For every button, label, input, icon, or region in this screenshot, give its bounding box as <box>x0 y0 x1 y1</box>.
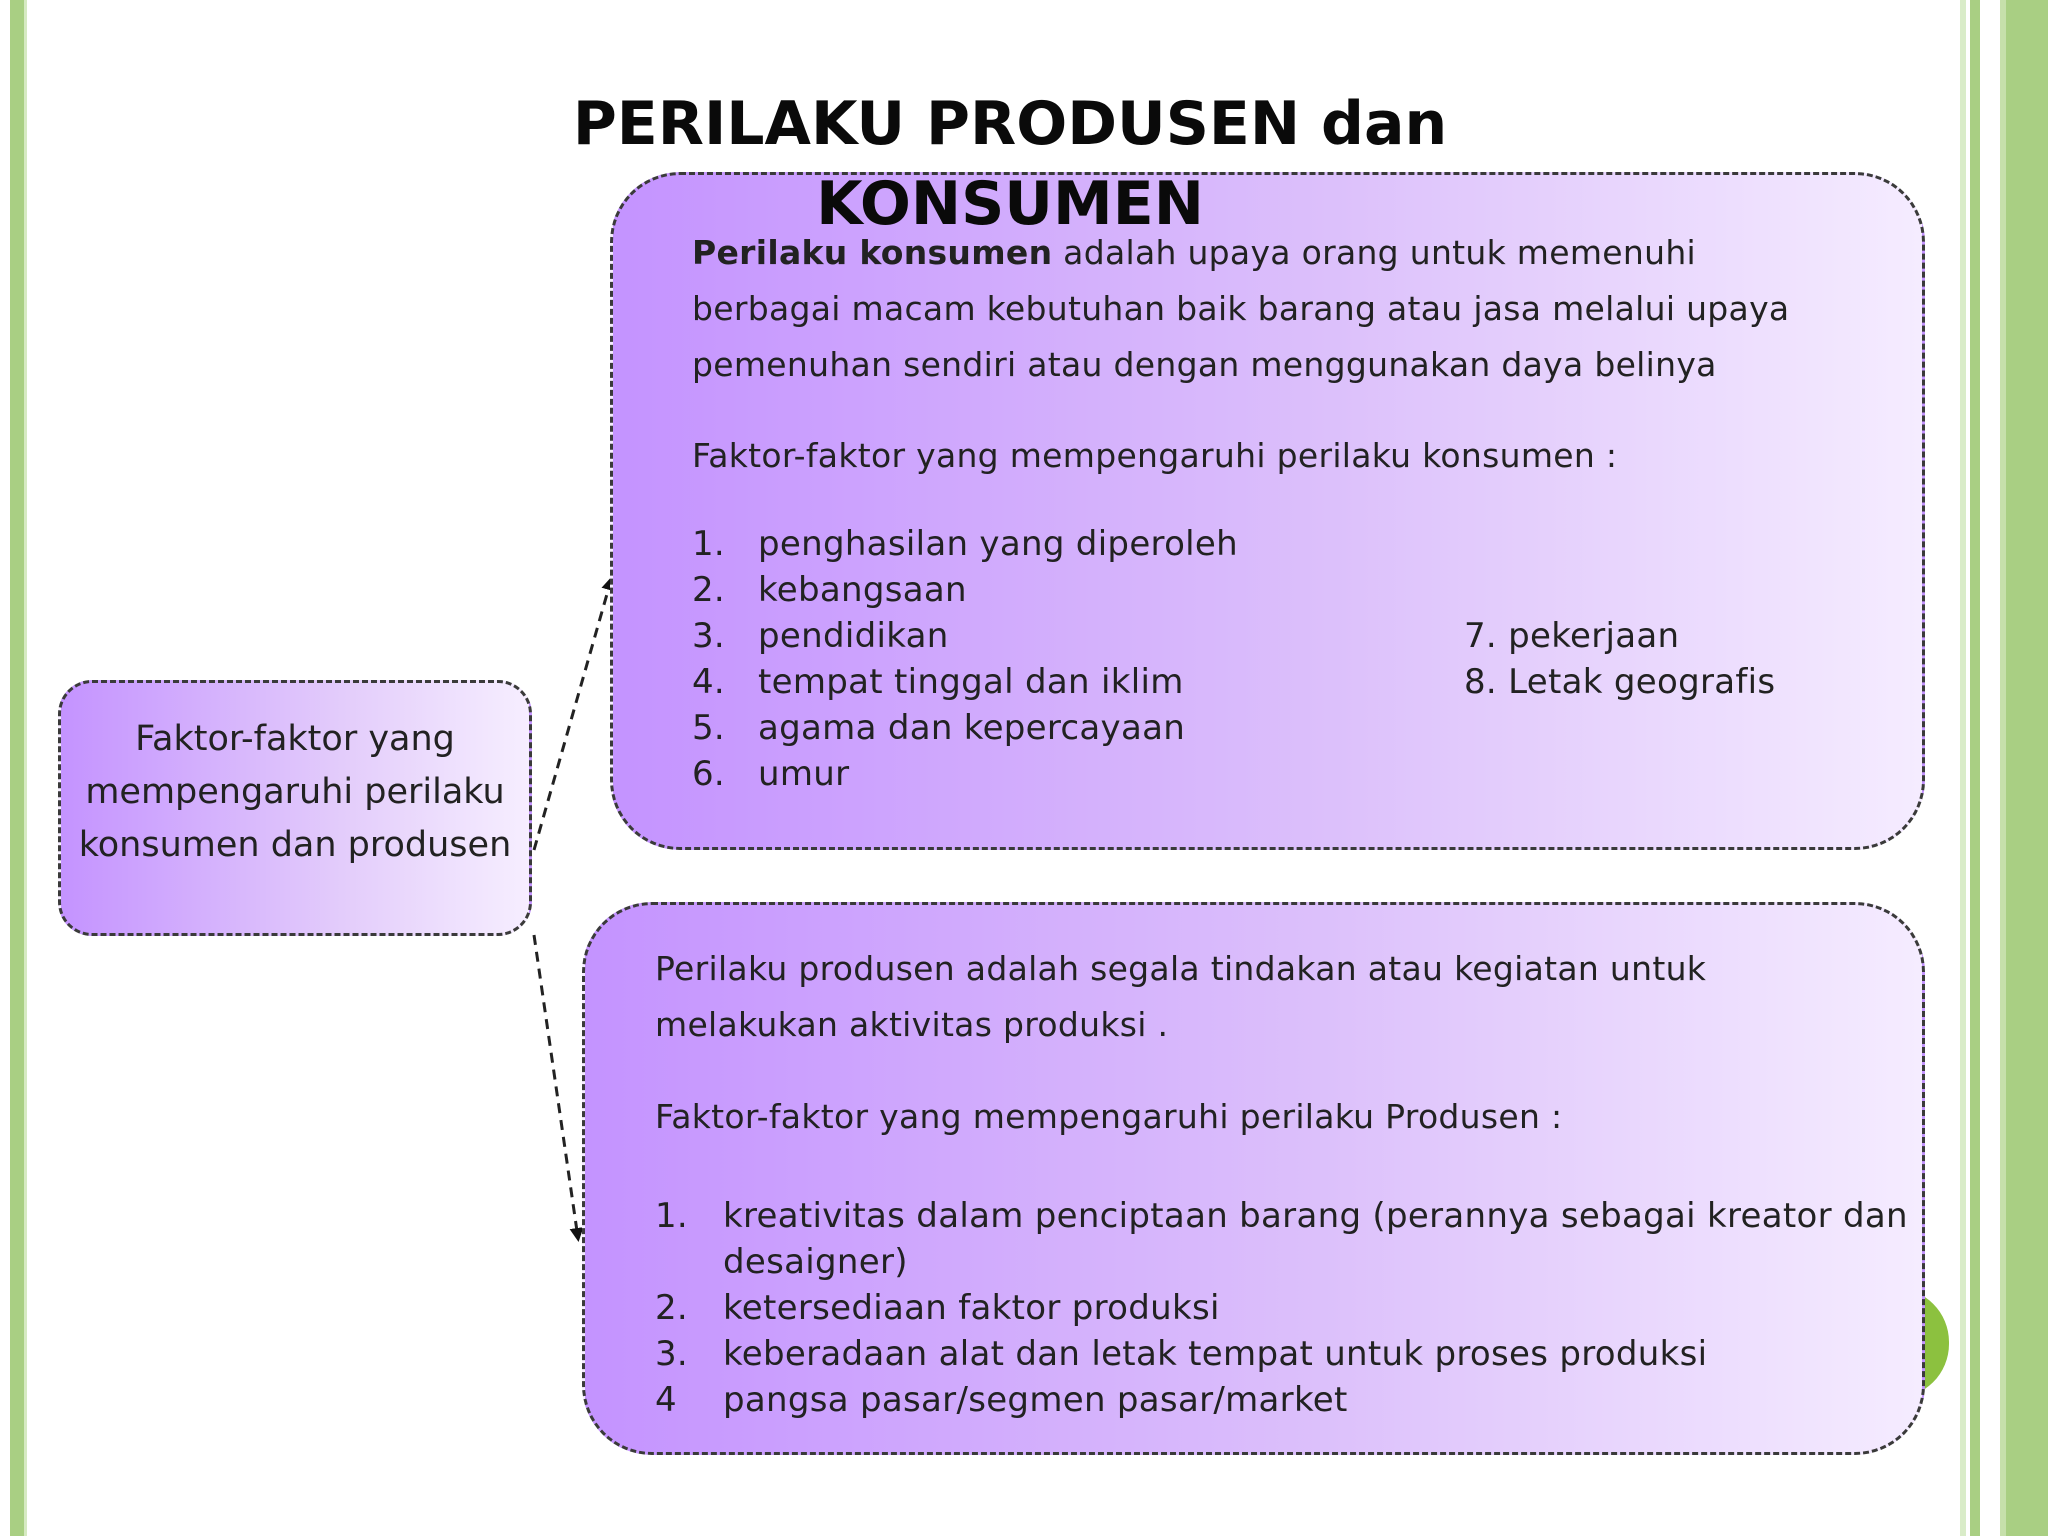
list-item: 4. tempat tinggal dan iklim <box>692 662 1184 702</box>
list-item: desaigner) <box>723 1242 908 1282</box>
consumer-factors-heading: Faktor-faktor yang mempengaruhi perilaku konsumen : <box>692 436 1618 475</box>
factors-summary-text: Faktor-faktor yang mempengaruhi perilaku konsumen dan produsen <box>78 719 512 865</box>
list-item: 2. kebangsaan <box>692 570 967 610</box>
list-item: 2. ketersediaan faktor produksi <box>655 1288 1220 1328</box>
slide-title: PERILAKU PRODUSEN dan KONSUMEN <box>572 89 1448 239</box>
list-item: 3. keberadaan alat dan letak tempat untuk proses produksi <box>655 1334 1708 1374</box>
consumer-definition <box>692 225 1852 393</box>
list-item: 3. pendidikan <box>692 616 949 656</box>
factors-summary-box <box>58 680 532 936</box>
list-item: 5. agama dan kepercayaan <box>692 708 1186 748</box>
list-item-extra: 7. pekerjaan <box>1464 616 1680 656</box>
producer-behavior-box <box>582 902 1925 1455</box>
consumer-definition-text: adalah upaya orang untuk memenuhi berbagai macam kebutuhan baik barang atau jasa melalui upaya pemenuhan sendiri atau dengan menggunakan daya belinya <box>692 233 1790 384</box>
list-item: 1. kreativitas dalam penciptaan barang (perannya sebagai kreator dan <box>655 1196 1908 1236</box>
consumer-behavior-box <box>610 172 1925 850</box>
arrow-to-consumer <box>534 580 611 850</box>
list-item-extra: 8. Letak geografis <box>1464 662 1776 702</box>
producer-definition: Perilaku produsen adalah segala tindakan atau kegiatan untuk melakukan aktivitas produksi . <box>655 949 1707 1044</box>
producer-factors-heading: Faktor-faktor yang mempengaruhi perilaku Produsen : <box>655 1097 1563 1136</box>
consumer-term: Perilaku konsumen <box>692 233 1053 272</box>
list-item: 6. umur <box>692 754 850 794</box>
arrow-to-producer <box>534 935 578 1238</box>
list-item: 4 pangsa pasar/segmen pasar/market <box>655 1380 1348 1420</box>
list-item: 1. penghasilan yang diperoleh <box>692 524 1238 564</box>
